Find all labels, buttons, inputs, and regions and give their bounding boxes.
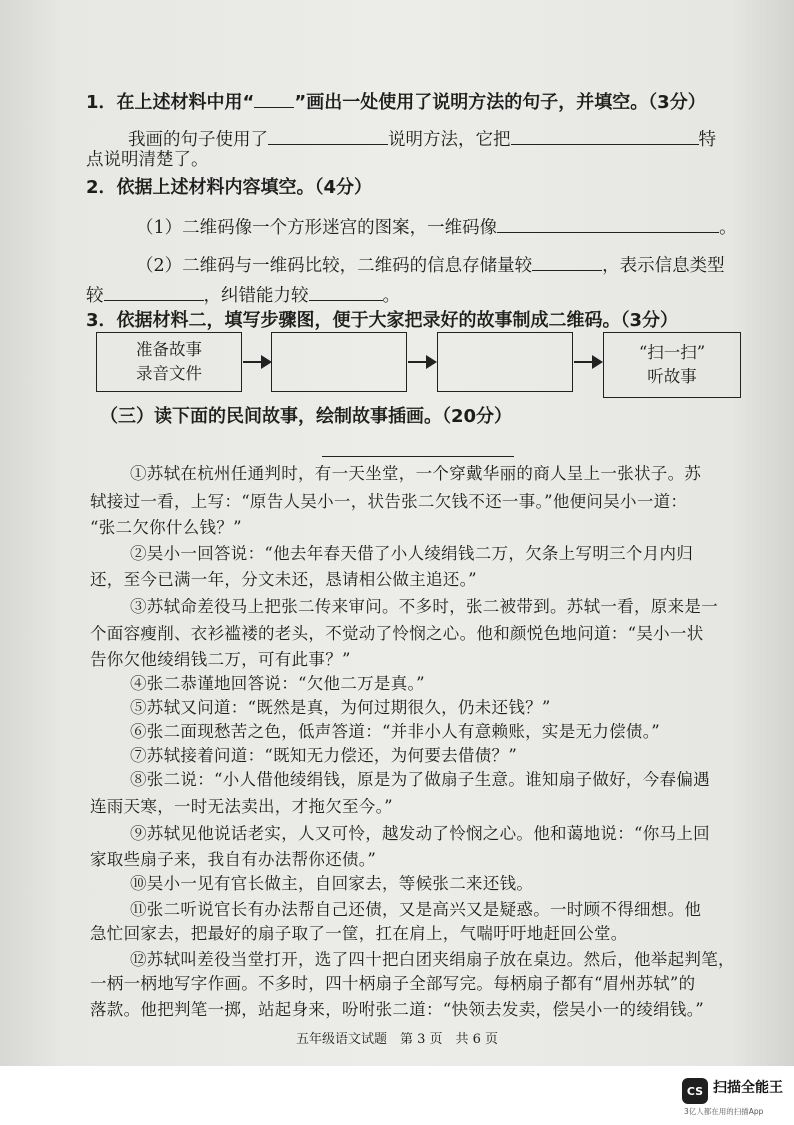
q2-blank-4 <box>309 282 383 301</box>
story-line: ⑪张二听说官长有办法帮自己还债，又是高兴又是疑惑。一时顾不得细想。他 <box>130 900 702 919</box>
flow-step-2-blank <box>271 332 407 392</box>
story-line: 连雨天寒，一时无法卖出，才拖欠至今。” <box>90 797 393 816</box>
story-line: 落款。他把判笔一掷，站起身来，吩咐张二道：“快领去发卖，偿吴小一的绫绢钱。” <box>90 1000 705 1019</box>
flow-step-1: 准备故事 录音文件 <box>96 332 242 392</box>
story-line: 还，至今已满一年，分文未还，恳请相公做主追还。” <box>90 570 477 589</box>
q2-title: 2．依据上述材料内容填空。（4分） <box>86 177 373 198</box>
story-line: ⑨苏轼见他说话老实，人又可怜，越发动了怜悯之心。他和蔼地说：“你马上回 <box>130 824 710 843</box>
q1-line1: 我画的句子使用了 说明方法，它把 特 <box>128 126 716 152</box>
flow-step-3-blank <box>437 332 573 392</box>
flow-arrow-3 <box>574 361 600 363</box>
section3-title: （三）读下面的民间故事，绘制故事插画。（20分） <box>100 406 513 427</box>
story-line: ①苏轼在杭州任通判时，有一天坐堂，一个穿戴华丽的商人呈上一张状子。苏 <box>130 464 702 483</box>
story-line: 家取些扇子来，我自有办法帮你还债。” <box>90 850 377 869</box>
q2-blank-3 <box>104 282 204 301</box>
story-line: 告你欠他绫绢钱二万，可有此事？” <box>90 650 351 669</box>
watermark-bar <box>0 1066 794 1125</box>
story-line: 个面容瘦削、衣衫褴褛的老头，不觉动了怜悯之心。他和颜悦色地问道：“吴小一状 <box>90 624 704 643</box>
q2-item2: （2）二维码与一维码比较，二维码的信息存储量较 ，表示信息类型 <box>136 252 725 278</box>
story-line: ⑤苏轼又问道：“既然是真，为何过期很久，仍未还钱？” <box>130 698 551 717</box>
story-title-blank <box>322 456 514 457</box>
story-line: ⑫苏轼叫差役当堂打开，选了四十把白团夹绢扇子放在桌边。然后，他举起判笔， <box>130 950 735 969</box>
story-line: “张二欠你什么钱？” <box>90 518 242 537</box>
flow-arrow-2 <box>408 361 434 363</box>
watermark-app-name: 扫描全能王 <box>713 1080 783 1096</box>
q1-title: 1．在上述材料中用“ ”画出一处使用了说明方法的句子，并填空。（3分） <box>86 89 706 115</box>
story-line: 轼接过一看，上写：“原告人吴小一，状告张二欠钱不还一事。”他便问吴小一道： <box>90 492 688 511</box>
page-footer: 五年级语文试题 第 3 页 共 6 页 <box>295 1032 499 1047</box>
q1-line2: 点说明清楚了。 <box>86 150 209 170</box>
story-line: ②吴小一回答说：“他去年春天借了小人绫绢钱二万，欠条上写明三个月内归 <box>130 544 694 563</box>
q2-item1: （1）二维码像一个方形迷宫的图案，一维码像 。 <box>136 214 737 240</box>
story-line: ⑥张二面现愁苦之色，低声答道：“并非小人有意赖账，实是无力偿债。” <box>130 722 661 741</box>
story-line: ⑧张二说：“小人借他绫绢钱，原是为了做扇子生意。谁知扇子做好，今春偏遇 <box>130 770 710 789</box>
story-line: 急忙回家去，把最好的扇子取了一筐，扛在肩上，气喘吁吁地赶回公堂。 <box>90 924 628 943</box>
q1-blank-feature <box>511 126 699 145</box>
story-line: ④张二恭谨地回答说：“欠他二万是真。” <box>130 674 425 693</box>
story-line: ⑦苏轼接着问道：“既知无力偿还，为何要去借债？” <box>130 746 518 765</box>
story-line: ⑩吴小一见有官长做主，自回家去，等候张二来还钱。 <box>130 874 534 893</box>
story-line: 一柄一柄地写字作画。不多时，四十柄扇子全部写完。每柄扇子都有“眉州苏轼”的 <box>90 974 696 993</box>
q2-blank-2 <box>532 252 602 271</box>
q2-item2-cont: 较 ，纠错能力较 。 <box>86 282 400 308</box>
q2-blank-1 <box>497 214 719 233</box>
camscanner-logo-icon: CS <box>682 1078 708 1104</box>
story-line: ③苏轼命差役马上把张二传来审问。不多时，张二被带到。苏轼一看，原来是一 <box>130 597 718 616</box>
q3-title: 3．依据材料二，填写步骤图，便于大家把录好的故事制成二维码。（3分） <box>86 310 679 331</box>
q1-blank-method <box>268 126 388 145</box>
watermark-tagline: 3亿人都在用的扫描App <box>684 1107 764 1116</box>
flow-step-4: “扫一扫” 听故事 <box>603 332 741 398</box>
q1-underline-sample <box>254 89 294 108</box>
flow-arrow-1 <box>243 361 269 363</box>
